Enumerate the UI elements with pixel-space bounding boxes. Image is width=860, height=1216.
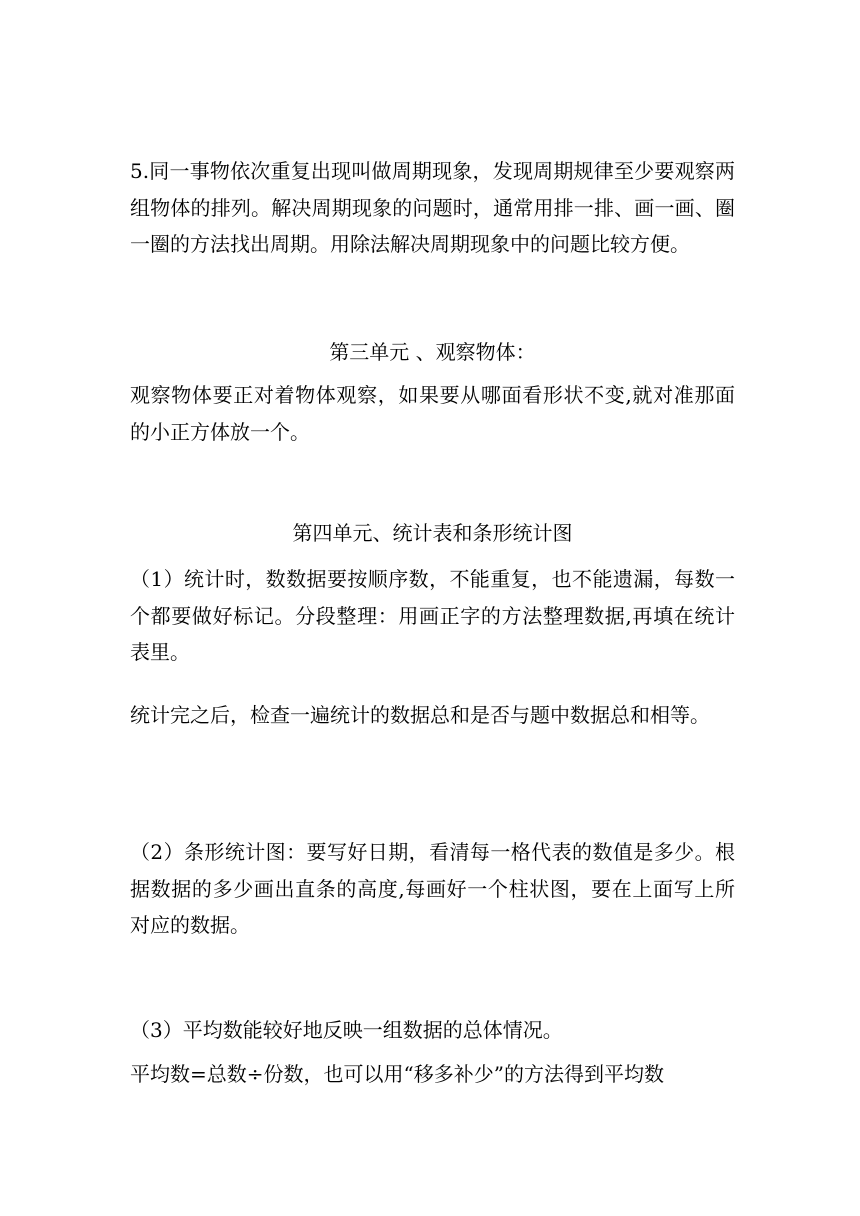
paragraph-statistics-check: 统计完之后，检查一遍统计的数据总和是否与题中数据总和相等。	[130, 703, 710, 727]
paragraph-bar-chart: （2）条形统计图：要写好日期，看清每一格代表的数值是多少。根据数据的多少画出直条的高度,每画好一个柱状图，要在上面写上所对应的数据。	[130, 840, 735, 937]
paragraph-periodic-phenomenon: 5.同一事物依次重复出现叫做周期现象，发现周期规律至少要观察两组物体的排列。解决周期现象的问题时，通常用排一排、画一画、圈一圈的方法找出周期。用除法解决周期现象中的问题比较方便。	[130, 159, 735, 256]
heading-unit-3-observing-objects: 第三单元 、观察物体：	[329, 340, 536, 364]
paragraph-observing-objects: 观察物体要正对着物体观察，如果要从哪面看形状不变,就对准那面的小正方体放一个。	[130, 383, 735, 444]
heading-unit-4-statistics: 第四单元、统计表和条形统计图	[292, 521, 573, 545]
paragraph-average-intro: （3）平均数能较好地反映一组数据的总体情况。	[130, 1018, 563, 1042]
paragraph-statistics-counting: （1）统计时，数数据要按顺序数，不能重复，也不能遗漏，每数一个都要做好标记。分段整理：用画正字的方法整理数据,再填在统计表里。	[130, 567, 735, 664]
paragraph-average-formula: 平均数=总数÷份数，也可以用“移多补少”的方法得到平均数	[130, 1062, 664, 1086]
